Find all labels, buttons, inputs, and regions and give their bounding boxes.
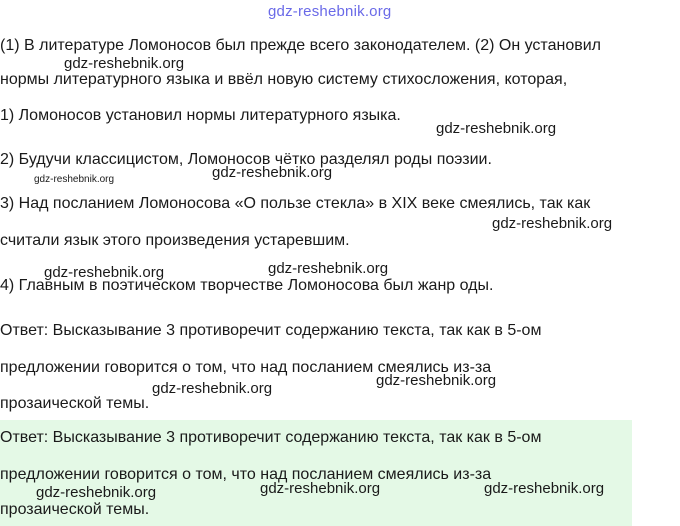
option-3-line-2: считали язык этого произведения устаревшим. — [0, 232, 350, 249]
watermark: gdz-reshebnik.org — [36, 484, 157, 501]
watermark: gdz-reshebnik.org — [376, 372, 497, 389]
answer-line-3: прозаической темы. — [0, 395, 150, 412]
watermark: gdz-reshebnik.org — [436, 120, 557, 137]
watermark: gdz-reshebnik.org — [484, 480, 605, 497]
answer-line-2: предложении говорится о том, что над посланием смеялись из-за — [0, 359, 492, 376]
option-1: 1) Ломоносов установил нормы литературного языка. — [0, 107, 401, 124]
watermark: gdz-reshebnik.org — [212, 164, 333, 181]
answer-line-1: Ответ: Высказывание 3 противоречит содержанию текста, так как в 5-ом — [0, 322, 542, 339]
sentence-line-1: (1) В литературе Ломоносов был прежде всего законодателем. (2) Он установил — [0, 37, 601, 54]
watermark: gdz-reshebnik.org — [44, 264, 165, 281]
option-2: 2) Будучи классицистом, Ломоносов чётко разделял роды поэзии. — [0, 151, 492, 168]
highlighted-answer-line-1: Ответ: Высказывание 3 противоречит содержанию текста, так как в 5-ом — [0, 429, 542, 446]
watermark: gdz-reshebnik.org — [64, 55, 185, 72]
watermark: gdz-reshebnik.org — [268, 260, 389, 277]
watermark: gdz-reshebnik.org — [152, 380, 273, 397]
highlighted-answer-line-2: предложении говорится о том, что над посланием смеялись из-за — [0, 466, 492, 483]
highlighted-answer-line-3: прозаической темы. — [0, 501, 150, 518]
sentence-line-2: нормы литературного языка и ввёл новую систему стихосложения, которая, — [0, 71, 568, 88]
option-4: 4) Главным в поэтическом творчестве Ломоносова был жанр оды. — [0, 277, 494, 294]
header-watermark: gdz-reshebnik.org — [268, 3, 392, 20]
watermark: gdz-reshebnik.org — [260, 480, 381, 497]
watermark: gdz-reshebnik.org — [492, 215, 613, 232]
option-3-line-1: 3) Над посланием Ломоносова «О пользе стекла» в XIX веке смеялись, так как — [0, 195, 591, 212]
watermark: gdz-reshebnik.org — [34, 174, 115, 185]
